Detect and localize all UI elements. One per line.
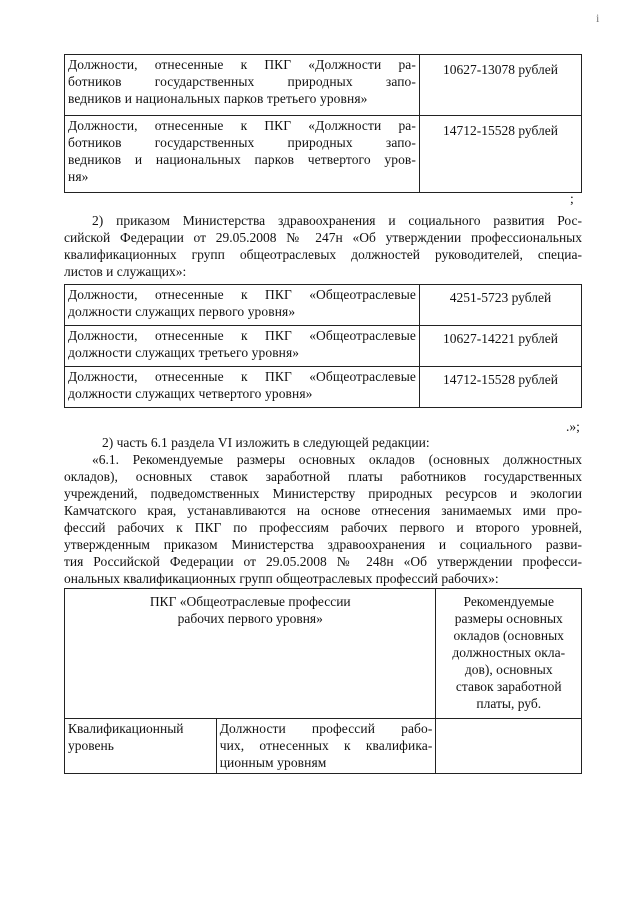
header-line: рабочих первого уровня» — [177, 611, 323, 626]
salary-range-cell: 14712-15528 рублей — [420, 116, 582, 193]
cell-line: ботников государственных природных запо- — [68, 74, 416, 89]
cell-line: должности служащих третьего уровня» — [68, 345, 300, 360]
cell-line: должности служащих первого уровня» — [68, 304, 296, 319]
cell-line: ботников государственных природных запо- — [68, 135, 416, 150]
section-heading: 2) часть 6.1 раздела VI изложить в следующей редакции: — [102, 435, 430, 450]
position-cell — [65, 55, 420, 116]
table-header-row — [65, 589, 582, 719]
workers-professions-table — [64, 588, 582, 774]
header-line: ПКГ «Общеотраслевые профессии — [149, 594, 351, 609]
table1-trailing-punct: ; — [570, 191, 574, 206]
header-line: дов), основных — [464, 662, 553, 677]
paragraph-line: 2) приказом Министерства здравоохранения и социального развития Рос- — [92, 213, 582, 228]
positions-header — [216, 719, 436, 774]
header-line: Квалификационный — [68, 721, 184, 736]
header-line: ционным уровням — [219, 755, 327, 770]
paragraph-line: листов и служащих»: — [64, 264, 187, 279]
header-line: Рекомендуемые — [463, 594, 554, 609]
cell-line: ведников и национальных парков третьего уровня» — [68, 91, 368, 106]
paragraph-line: окладов), основных ставок заработной платы работников государственных — [64, 469, 582, 484]
cell-line: должности служащих четвертого уровня» — [68, 386, 313, 401]
paragraph-line: учреждений, подведомственных Министерству природных ресурсов и экологии — [64, 486, 582, 501]
paragraph-6-1 — [64, 451, 582, 587]
salary-range-cell: 10627-13078 рублей — [420, 55, 582, 116]
paragraph-line: Камчатского края, устанавливаются на основе отнесения занимаемых ими про- — [64, 503, 582, 518]
cell-line: Должности, отнесенные к ПКГ «Общеотраслевые — [68, 369, 416, 384]
table-row — [65, 367, 582, 408]
header-line: размеры основных — [454, 611, 563, 626]
cell-line: Должности, отнесенные к ПКГ «Общеотраслевые — [68, 328, 416, 343]
table-row — [65, 326, 582, 367]
paragraph-line: «6.1. Рекомендуемые размеры основных окладов (основных должностных — [92, 452, 582, 467]
paragraph-order-247n — [64, 212, 582, 280]
header-line: ставок заработной — [455, 679, 562, 694]
paragraph-line: фессий рабочих к ПКГ по профессиям рабочих первого и второго уровней, — [64, 520, 582, 535]
salary-range-cell: 14712-15528 рублей — [420, 367, 582, 408]
paragraph-line: сийской Федерации от 29.05.2008 № 247н «Об утверждении профессиональных — [64, 230, 582, 245]
header-line: чих, отнесенных к квалифика- — [219, 738, 433, 753]
cell-line: Должности, отнесенные к ПКГ «Должности ра- — [68, 118, 416, 133]
cell-line: Должности, отнесенные к ПКГ «Должности ра- — [68, 57, 416, 72]
salary-table-reserves — [64, 54, 582, 193]
corner-mark: i — [596, 11, 600, 25]
table-row — [65, 55, 582, 116]
paragraph-line: тия Российской Федерации от 29.05.2008 № 248н «Об утверждении професси- — [64, 554, 582, 569]
table-row — [65, 285, 582, 326]
paragraph-line: утвержденным приказом Министерства здравоохранения и социального разви- — [64, 537, 582, 552]
salary-empty-cell — [436, 719, 582, 774]
pkg-header-cell — [65, 589, 436, 719]
table2-trailing-punct: .»; — [566, 419, 580, 434]
qualification-level-header — [65, 719, 217, 774]
cell-line: ведников и национальных парков четвертого уров- — [68, 152, 416, 167]
recommended-salary-header — [436, 589, 582, 719]
position-cell — [65, 367, 420, 408]
header-line: Должности профессий рабо- — [219, 721, 433, 736]
header-line: платы, руб. — [476, 696, 542, 711]
cell-line: ня» — [68, 169, 89, 184]
position-cell — [65, 116, 420, 193]
salary-range-cell: 4251-5723 рублей — [420, 285, 582, 326]
cell-line: Должности, отнесенные к ПКГ «Общеотраслевые — [68, 287, 416, 302]
paragraph-line: ональных квалификационных групп общеотраслевых профессий рабочих»: — [64, 571, 499, 586]
salary-range-cell: 10627-14221 рублей — [420, 326, 582, 367]
salary-table-employees — [64, 284, 582, 408]
paragraph-line: квалификационных групп общеотраслевых должностей руководителей, специа- — [64, 247, 582, 262]
position-cell — [65, 326, 420, 367]
table-row — [65, 116, 582, 193]
header-line: окладов (основных — [453, 628, 564, 643]
header-line: должностных окла- — [452, 645, 566, 660]
header-line: уровень — [68, 738, 114, 753]
position-cell — [65, 285, 420, 326]
table-subheader-row — [65, 719, 582, 774]
